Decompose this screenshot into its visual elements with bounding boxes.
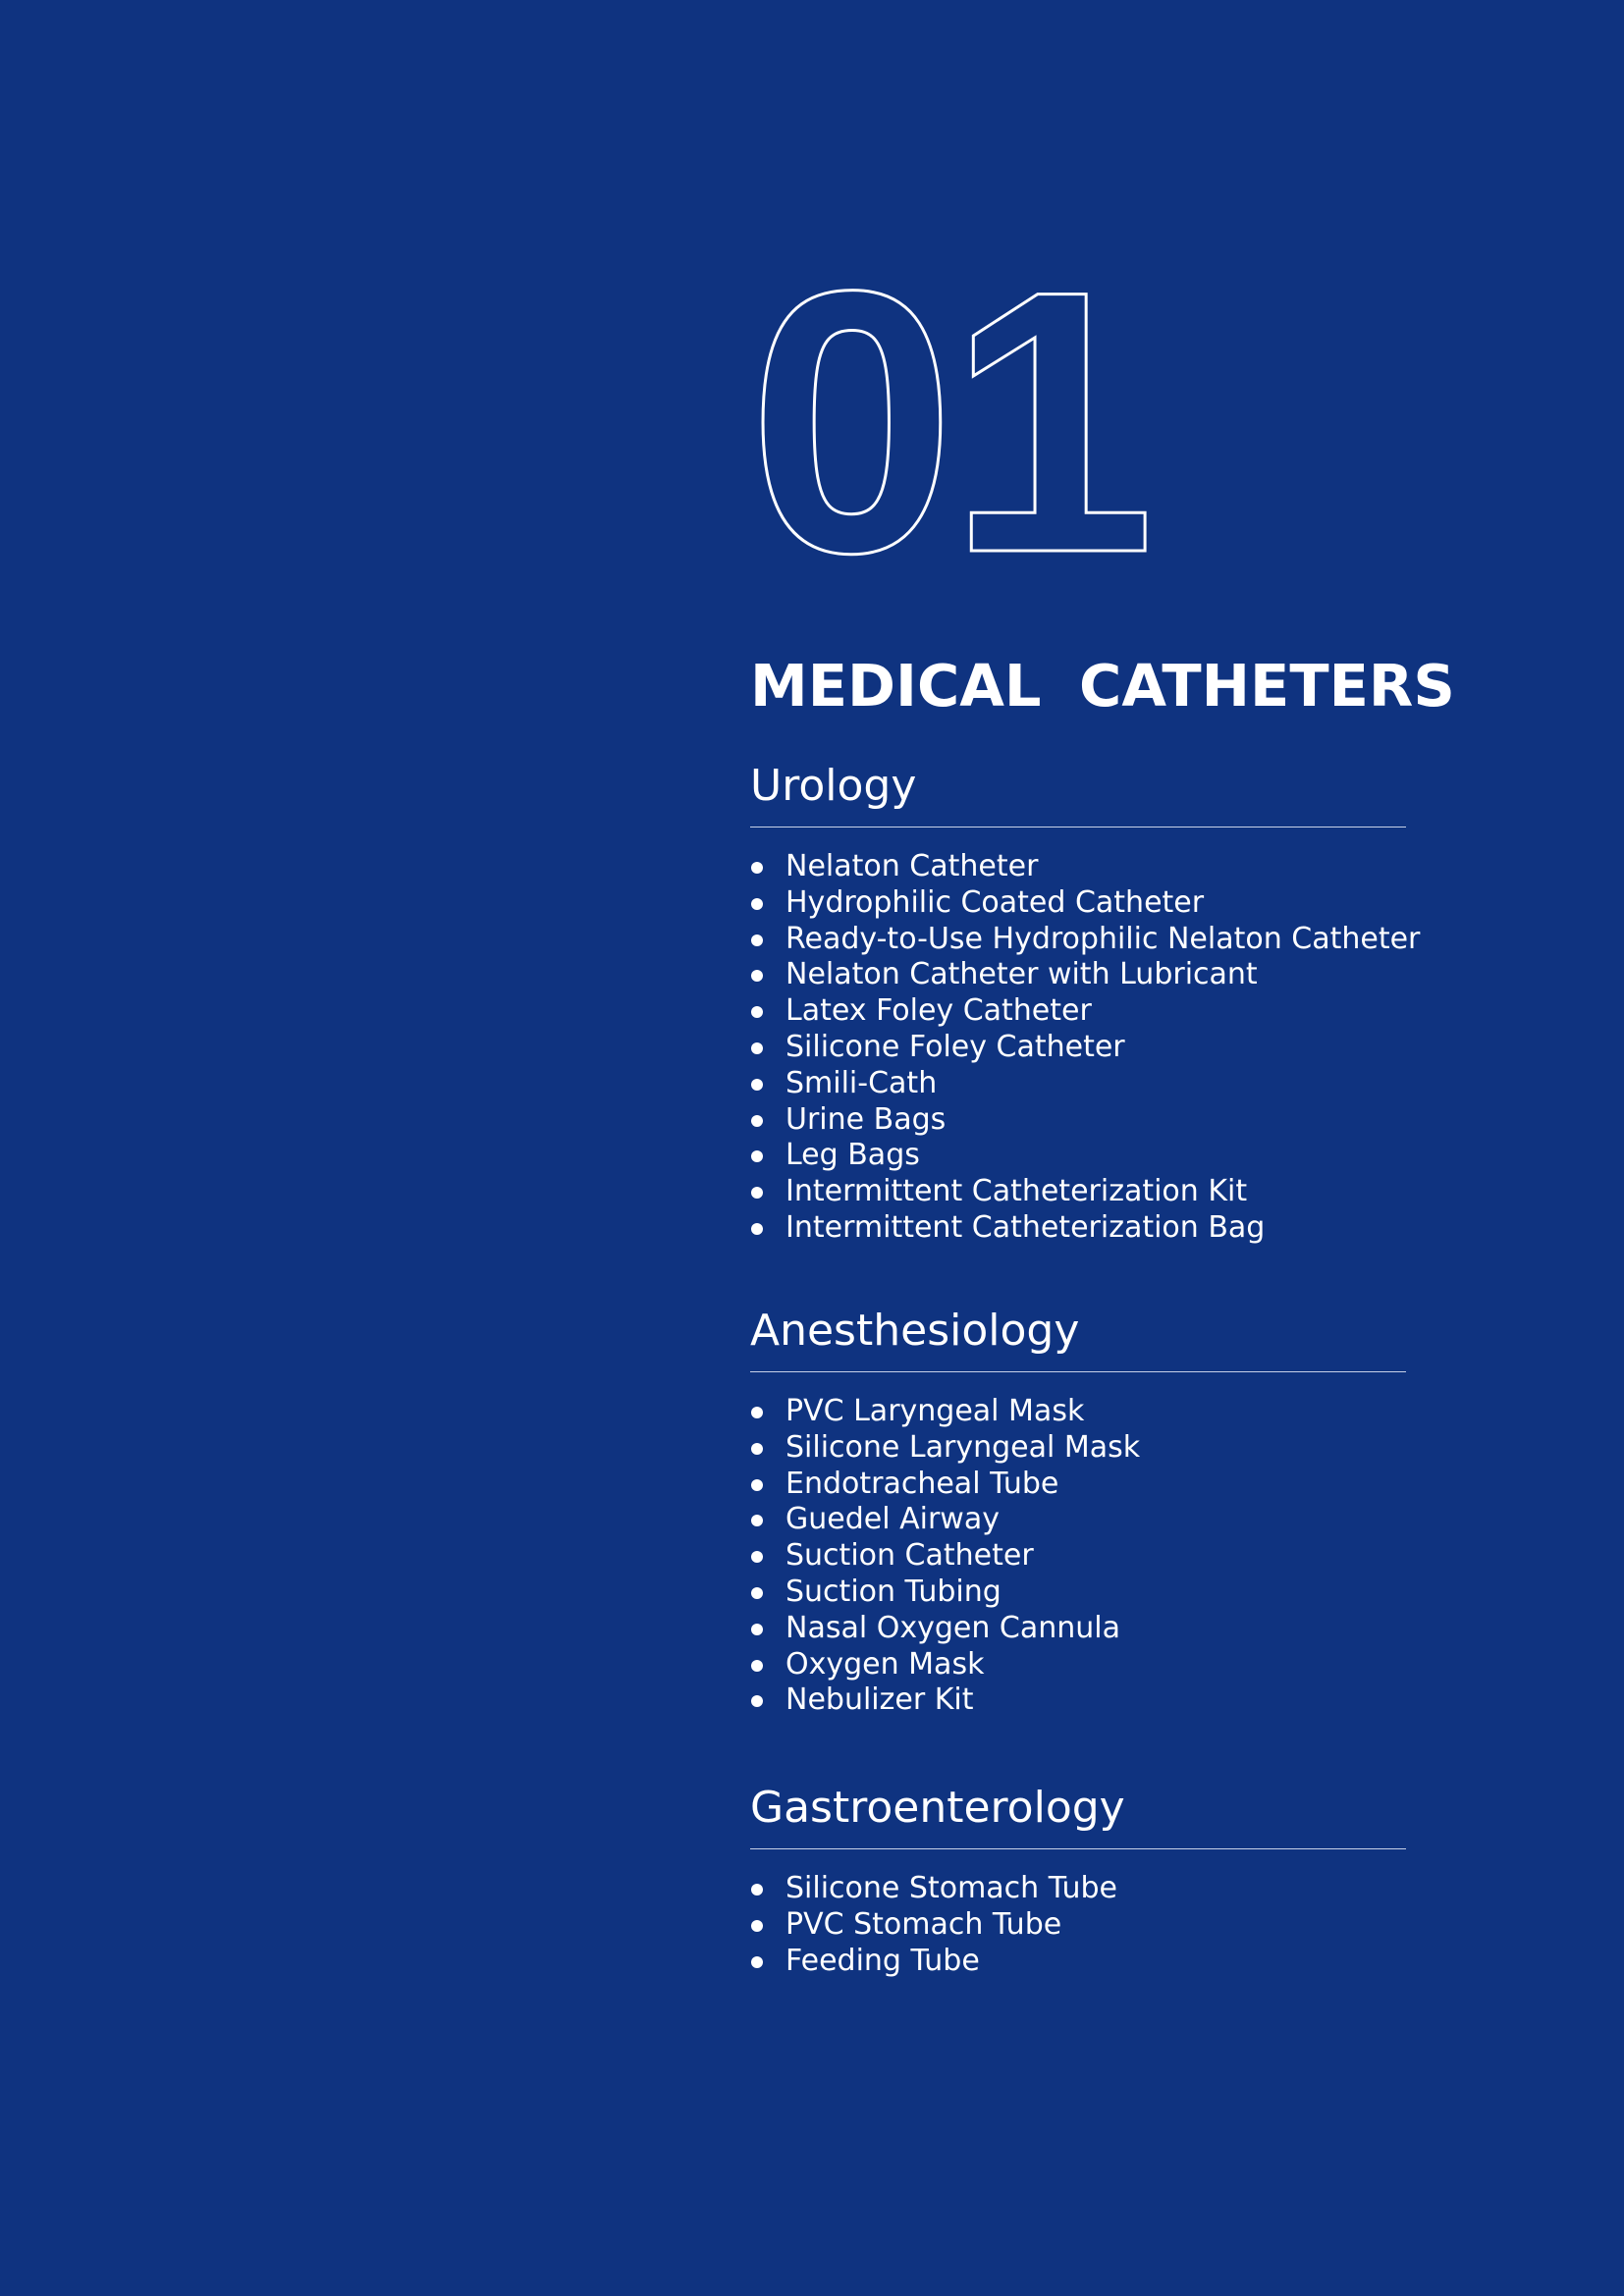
list-item-label: PVC Laryngeal Mask [785,1394,1085,1428]
bullet-icon [751,1223,763,1235]
product-list [750,849,1421,1247]
section-title: Gastroenterology [750,1783,1125,1833]
list-item [750,1647,1406,1683]
bullet-icon [751,862,763,874]
list-item [750,1575,1406,1611]
list-item-label: Silicone Laryngeal Mask [785,1429,1141,1465]
section-title: Urology [750,761,917,811]
bullet-icon [751,1695,763,1707]
list-item [750,957,1406,993]
list-item [750,1502,1406,1538]
bullet-icon [751,1443,763,1455]
section-divider [750,1848,1406,1849]
list-item-label: Hydrophilic Coated Catheter [785,884,1205,920]
list-item-label: Nelaton Catheter with Lubricant [785,957,1258,992]
list-item [750,921,1421,958]
bullet-icon [751,1624,763,1635]
bullet-icon [751,1006,763,1018]
list-item [750,849,1406,885]
bullet-icon [751,1479,763,1491]
list-item-label: Nelaton Catheter [785,849,1039,883]
list-item [750,1138,1406,1174]
list-item-label: Suction Catheter [785,1538,1034,1574]
section-title: Anesthesiology [750,1306,1080,1356]
list-item [750,1430,1406,1467]
page-title: MEDICAL CATHETERS [750,652,1455,720]
list-item [750,885,1406,922]
list-item-label: Oxygen Mask [785,1646,985,1682]
list-item-label: Urine Bags [785,1101,947,1137]
list-item [750,1174,1406,1210]
list-item-label: Endotracheal Tube [785,1466,1059,1501]
bullet-icon [751,1150,763,1162]
list-item [750,993,1406,1030]
list-item-label: Intermittent Catheterization Kit [785,1174,1248,1209]
list-item [750,1394,1406,1430]
list-item-label: Leg Bags [785,1138,920,1173]
list-item [750,1467,1406,1503]
bullet-icon [751,1587,763,1599]
section-urology [750,756,1421,1247]
bullet-icon [751,898,763,910]
section-divider [750,1371,1406,1372]
bullet-icon [751,934,763,946]
list-item [750,1907,1406,1944]
list-item [750,1102,1406,1139]
list-item [750,1066,1406,1102]
list-item [750,1611,1406,1647]
list-item-label: Smili-Cath [785,1065,938,1100]
bullet-icon [751,1407,763,1418]
list-item-label: Silicone Foley Catheter [785,1029,1125,1064]
list-item [750,1030,1406,1066]
list-item-label: Nebulizer Kit [785,1682,974,1718]
list-item [750,1944,1406,1980]
section-divider [750,827,1406,828]
bullet-icon [751,1920,763,1932]
bullet-icon [751,1115,763,1127]
list-item-label: Latex Foley Catheter [785,993,1092,1029]
bullet-icon [751,1515,763,1526]
section-anesthesiology [750,1301,1406,1719]
list-item-label: Feeding Tube [785,1943,980,1978]
list-item [750,1682,1406,1719]
list-item [750,1210,1406,1247]
bullet-icon [751,1884,763,1896]
bullet-icon [751,1079,763,1091]
product-list [750,1871,1406,1979]
bullet-icon [751,970,763,982]
list-item [750,1538,1406,1575]
list-item-label: Suction Tubing [785,1574,1001,1609]
list-item-label: Guedel Airway [785,1502,1000,1537]
bullet-icon [751,1551,763,1563]
section-gastroenterology [750,1778,1406,1979]
list-item-label: Silicone Stomach Tube [785,1871,1117,1905]
list-item-label: PVC Stomach Tube [785,1906,1062,1942]
chapter-number: 01 [748,213,1148,630]
bullet-icon [751,1956,763,1968]
list-item-label: Ready-to-Use Hydrophilic Nelaton Catheter [785,921,1421,956]
list-item-label: Intermittent Catheterization Bag [785,1209,1266,1245]
list-item-label: Nasal Oxygen Cannula [785,1610,1120,1645]
bullet-icon [751,1187,763,1199]
product-list [750,1394,1406,1719]
chapter-content [750,648,1455,1978]
bullet-icon [751,1042,763,1054]
list-item [750,1871,1406,1907]
bullet-icon [751,1660,763,1672]
